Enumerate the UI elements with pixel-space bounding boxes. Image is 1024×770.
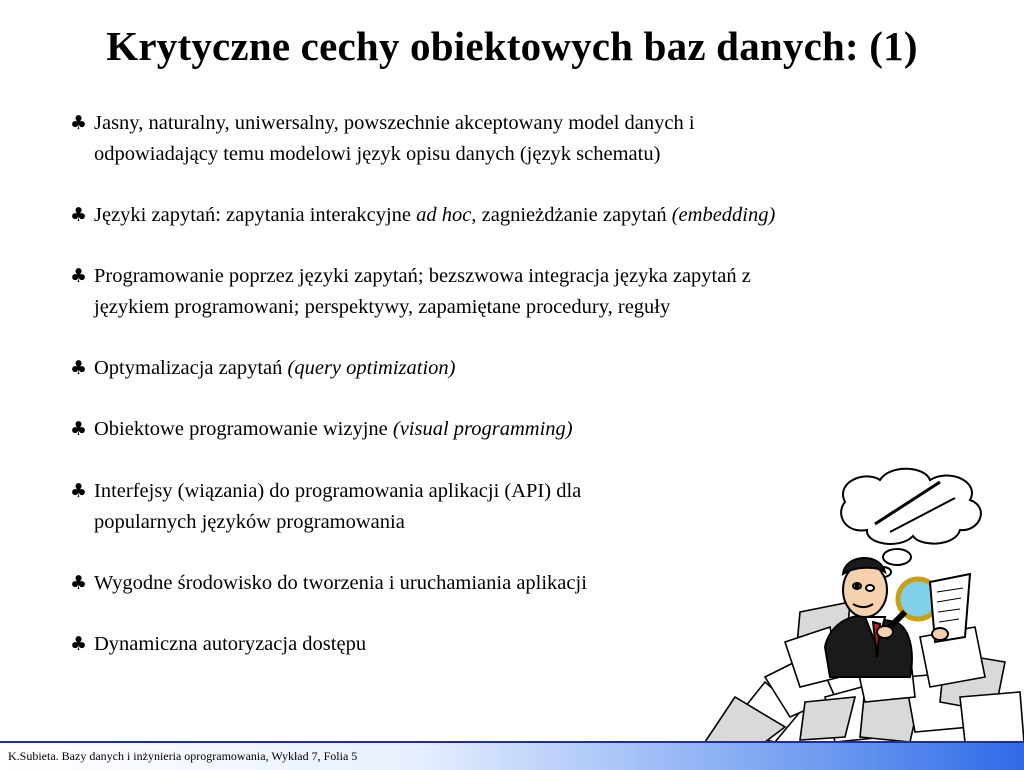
bullet-item-3 [70, 261, 751, 323]
bullet-line: Programowanie poprzez języki zapytań; bezszwowa integracja języka zapytań z [94, 265, 751, 287]
bullet-text [94, 108, 695, 170]
bullet-text [94, 568, 587, 599]
bullet-text [94, 414, 573, 445]
bullet-line: popularnych języków programowania [94, 511, 405, 533]
club-bullet-icon: ♣ [70, 633, 88, 655]
bullet-item-6 [70, 476, 581, 538]
bullet-line [94, 414, 573, 445]
bullet-line: językiem programowani; perspektywy, zapamiętane procedury, reguły [94, 296, 671, 318]
club-bullet-icon: ♣ [70, 204, 88, 226]
bullet-text-italic: ad hoc [416, 204, 472, 226]
bullet-item-7 [70, 568, 587, 599]
bullet-text-part: , zagnieżdżanie zapytań [471, 204, 672, 226]
bullet-text [94, 200, 775, 231]
bullet-line [94, 200, 775, 231]
bullet-text-italic: (visual programming) [392, 418, 573, 440]
bullet-item-5 [70, 414, 573, 445]
club-bullet-icon: ♣ [70, 418, 88, 440]
bullet-text-part: Obiektowe programowanie wizyjne [94, 418, 393, 440]
club-bullet-icon: ♣ [70, 265, 88, 287]
bullet-line: Dynamiczna autoryzacja dostępu [94, 633, 367, 655]
club-bullet-icon: ♣ [70, 572, 88, 594]
bullet-text [94, 353, 456, 384]
bullet-line [94, 353, 456, 384]
footer-bar [0, 741, 1024, 770]
bullet-text-italic: (embedding) [671, 204, 776, 226]
bullet-line: Interfejsy (wiązania) do programowania aplikacji (API) dla [94, 480, 582, 502]
bullet-line: odpowiadający temu modelowi język opisu danych (język schematu) [94, 143, 661, 165]
bullet-text [94, 476, 581, 538]
bullet-line: Jasny, naturalny, uniwersalny, powszechnie akceptowany model danych i [94, 112, 695, 134]
footer-text: K.Subieta. Bazy danych i inżynieria oprogramowania, Wykład 7, Folia 5 [8, 749, 358, 763]
bullet-text [94, 629, 366, 660]
bullet-text-part: Języki zapytań: zapytania interakcyjne [94, 204, 417, 226]
bullet-text-part: Optymalizacja zapytań [94, 357, 288, 379]
bullet-item-8 [70, 629, 366, 660]
bullet-item-1 [70, 108, 695, 170]
bullet-line: Wygodne środowisko do tworzenia i uruchamiania aplikacji [94, 572, 587, 594]
slide-title: Krytyczne cechy obiektowych baz danych: (1) [106, 23, 918, 69]
bullet-item-4 [70, 353, 456, 384]
bullet-text-italic: (query optimization) [287, 357, 456, 379]
club-bullet-icon: ♣ [70, 480, 88, 502]
bullet-item-2 [70, 200, 775, 231]
man-with-magnifying-glass-icon [705, 462, 1024, 742]
bullet-text [94, 261, 751, 323]
club-bullet-icon: ♣ [70, 112, 88, 134]
club-bullet-icon: ♣ [70, 357, 88, 379]
